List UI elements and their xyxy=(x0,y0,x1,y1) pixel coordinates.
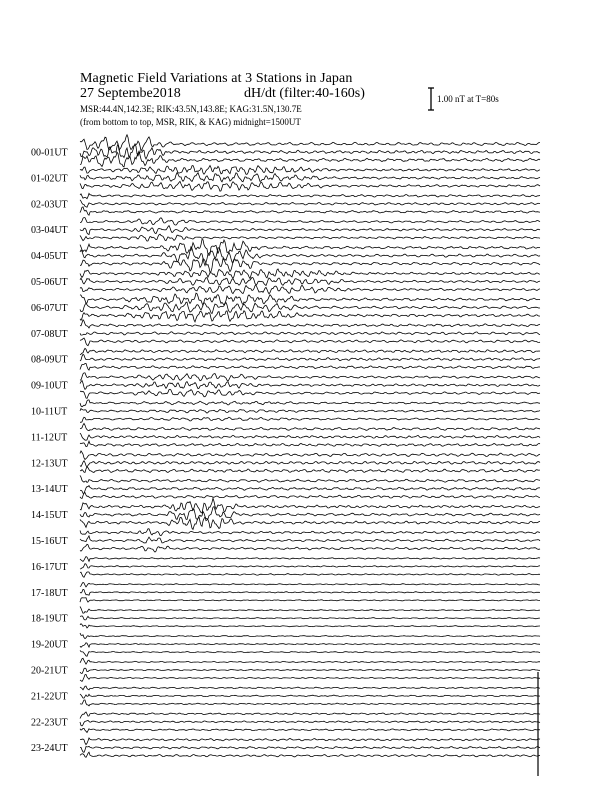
row-label: 03-04UT xyxy=(31,225,68,237)
row-label: 01-02UT xyxy=(31,173,68,185)
trace-msr-02-03ut xyxy=(80,207,540,215)
trace-msr-08-09ut xyxy=(80,363,540,370)
row-label: 07-08UT xyxy=(31,328,68,340)
trace-rik-15-16ut xyxy=(80,536,540,543)
chart-date: 27 Septembe2018 xyxy=(80,86,181,101)
trace-msr-23-24ut xyxy=(80,752,540,757)
chart-title: Magnetic Field Variations at 3 Stations in Japan xyxy=(80,71,353,86)
trace-msr-15-16ut xyxy=(80,544,540,552)
trace-kag-07-08ut xyxy=(80,320,540,328)
trace-rik-20-21ut xyxy=(80,668,540,673)
row-label: 10-11UT xyxy=(31,406,68,418)
trace-msr-03-04ut xyxy=(80,234,540,241)
trace-msr-16-17ut xyxy=(80,572,540,577)
trace-rik-03-04ut xyxy=(80,226,540,235)
trace-rik-11-12ut xyxy=(80,433,540,440)
trace-rik-00-01ut xyxy=(80,144,540,159)
trace-kag-21-22ut xyxy=(80,686,540,690)
trace-kag-18-19ut xyxy=(80,607,540,614)
trace-msr-12-13ut xyxy=(80,467,540,473)
trace-kag-15-16ut xyxy=(80,529,540,536)
trace-msr-20-21ut xyxy=(80,675,540,682)
trace-rik-02-03ut xyxy=(80,200,540,207)
row-label: 12-13UT xyxy=(31,458,68,470)
trace-rik-04-05ut xyxy=(80,247,540,266)
trace-kag-23-24ut xyxy=(80,738,540,745)
trace-rik-19-20ut xyxy=(80,643,540,648)
row-label: 14-15UT xyxy=(31,510,68,522)
trace-kag-16-17ut xyxy=(80,557,540,562)
trace-msr-18-19ut xyxy=(80,624,540,628)
trace-msr-07-08ut xyxy=(80,338,540,346)
row-label: 06-07UT xyxy=(31,302,68,314)
trace-kag-05-06ut xyxy=(80,269,540,279)
row-label: 21-22UT xyxy=(31,691,68,703)
trace-msr-10-11ut xyxy=(80,417,540,422)
trace-rik-13-14ut xyxy=(80,486,540,494)
trace-kag-03-04ut xyxy=(80,218,540,226)
row-label: 05-06UT xyxy=(31,277,68,288)
trace-rik-14-15ut xyxy=(80,507,540,521)
row-label: 11-12UT xyxy=(31,432,68,444)
trace-rik-10-11ut xyxy=(80,409,540,414)
trace-rik-12-13ut xyxy=(80,461,540,467)
trace-kag-00-01ut xyxy=(80,135,540,151)
row-label: 22-23UT xyxy=(31,717,68,729)
trace-msr-14-15ut xyxy=(80,517,540,530)
trace-kag-09-10ut xyxy=(80,373,540,381)
row-label: 23-24UT xyxy=(31,743,68,755)
scale-bar-label: 1.00 nT at T=80s xyxy=(437,94,499,104)
trace-msr-06-07ut xyxy=(80,311,540,322)
trace-kag-19-20ut xyxy=(80,633,540,639)
trace-rik-06-07ut xyxy=(80,302,540,313)
trace-kag-22-23ut xyxy=(80,712,540,719)
trace-rik-07-08ut xyxy=(80,332,540,335)
row-label: 18-19UT xyxy=(31,613,68,625)
trace-kag-04-05ut xyxy=(80,240,540,256)
row-label: 20-21UT xyxy=(31,665,68,677)
trace-msr-19-20ut xyxy=(80,650,540,656)
trace-kag-06-07ut xyxy=(80,293,540,305)
trace-rik-16-17ut xyxy=(80,564,540,569)
trace-rik-17-18ut xyxy=(80,589,540,595)
row-label: 19-20UT xyxy=(31,639,68,651)
trace-rik-08-09ut xyxy=(80,354,540,361)
row-label: 17-18UT xyxy=(31,587,68,599)
trace-msr-11-12ut xyxy=(80,441,540,446)
trace-rik-09-10ut xyxy=(80,381,540,390)
station-coordinates: MSR:44.4N,142.3E; RIK:43.5N,143.8E; KAG:31.5N,130.7E xyxy=(80,104,302,114)
trace-msr-04-05ut xyxy=(80,258,540,272)
trace-kag-01-02ut xyxy=(80,166,540,175)
trace-rik-01-02ut xyxy=(80,173,540,182)
scale-bar xyxy=(428,88,434,110)
trace-rik-23-24ut xyxy=(80,746,540,752)
trace-kag-20-21ut xyxy=(80,658,540,664)
row-label: 00-01UT xyxy=(31,147,68,159)
trace-kag-10-11ut xyxy=(80,400,540,407)
chart-quantity: dH/dt (filter:40-160s) xyxy=(244,86,365,101)
row-label: 13-14UT xyxy=(31,484,68,496)
row-label: 09-10UT xyxy=(31,380,68,392)
trace-kag-11-12ut xyxy=(80,423,540,430)
trace-rik-18-19ut xyxy=(80,616,540,620)
trace-msr-09-10ut xyxy=(80,389,540,398)
trace-rik-05-06ut xyxy=(80,277,540,285)
row-label: 02-03UT xyxy=(31,199,68,211)
trace-rik-21-22ut xyxy=(80,694,540,698)
trace-msr-01-02ut xyxy=(80,181,540,191)
trace-msr-22-23ut xyxy=(80,728,540,732)
trace-msr-21-22ut xyxy=(80,700,540,706)
row-label: 16-17UT xyxy=(31,561,68,573)
trace-msr-00-01ut xyxy=(80,151,540,167)
trace-order-note: (from bottom to top, MSR, RIK, & KAG) midnight=1500UT xyxy=(80,117,301,127)
trace-msr-13-14ut xyxy=(80,493,540,499)
trace-kag-08-09ut xyxy=(80,348,540,354)
trace-kag-14-15ut xyxy=(80,498,540,513)
trace-msr-05-06ut xyxy=(80,285,540,294)
row-label: 04-05UT xyxy=(31,251,68,263)
row-label: 08-09UT xyxy=(31,354,68,366)
trace-kag-02-03ut xyxy=(80,193,540,198)
trace-kag-12-13ut xyxy=(80,451,540,460)
trace-kag-17-18ut xyxy=(80,582,540,587)
trace-rik-22-23ut xyxy=(80,720,540,726)
trace-msr-17-18ut xyxy=(80,598,540,602)
trace-kag-13-14ut xyxy=(80,475,540,482)
row-label: 15-16UT xyxy=(31,536,68,547)
